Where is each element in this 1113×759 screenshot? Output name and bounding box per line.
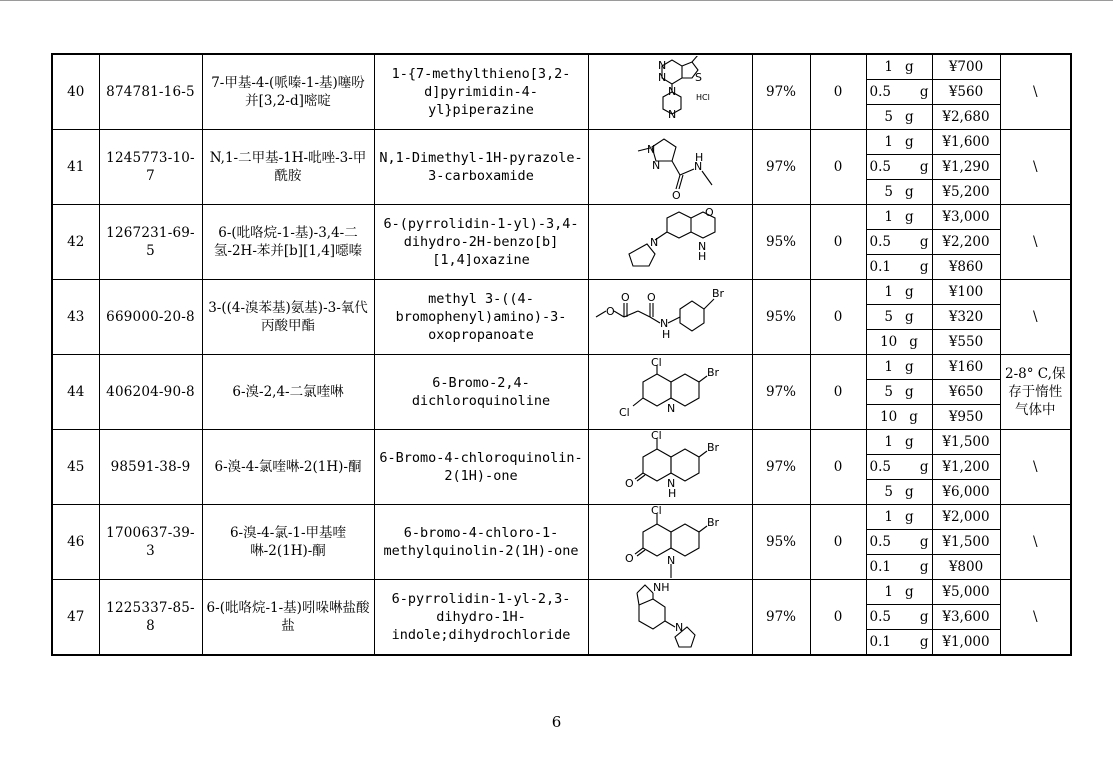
product-row (52, 430, 1071, 455)
hydrogen-label: H (668, 487, 677, 500)
purity: 95% (752, 205, 810, 280)
pack-size (866, 130, 932, 155)
pack-price: ¥2,000 (932, 505, 1000, 530)
pack-size (866, 380, 932, 405)
pack-size (866, 205, 932, 230)
pack-size (866, 280, 932, 305)
pack-price: ¥5,000 (932, 580, 1000, 605)
chinese-name: 7-甲基-4-(哌嗪-1-基)噻吩并[3,2-d]嘧啶 (202, 54, 374, 130)
thienopyrimidine-piperazine-structure (610, 56, 730, 128)
pack-unit: g (909, 409, 918, 425)
stock-quantity: 0 (810, 130, 866, 205)
pack-price: ¥800 (932, 555, 1000, 580)
bromine-label: Br (707, 516, 720, 529)
purity: 97% (752, 130, 810, 205)
pack-size (866, 305, 932, 330)
nitrogen-label: N (667, 477, 676, 490)
product-row (52, 355, 1071, 380)
pack-qty: 1 (884, 434, 893, 450)
quinolinone-structure (595, 431, 745, 503)
bromophenyl-malonamate-structure (592, 281, 752, 353)
chinese-name: 3-((4-溴苯基)氨基)-3-氧代丙酸甲酯 (202, 280, 374, 355)
pack-qty: 5 (884, 484, 893, 500)
pack-price: ¥6,000 (932, 480, 1000, 505)
stock-quantity: 0 (810, 505, 866, 580)
pack-unit: g (919, 84, 929, 100)
product-row (52, 54, 1071, 80)
row-number: 40 (52, 54, 99, 130)
pack-qty: 0.5 (869, 84, 891, 100)
pack-unit: g (904, 309, 914, 325)
english-name: 6-bromo-4-chloro-1-methylquinolin-2(1H)-one (374, 505, 588, 580)
pack-qty: 5 (884, 184, 893, 200)
pack-unit: g (909, 334, 918, 350)
hydrogen-label: H (698, 250, 707, 263)
pack-qty: 5 (884, 384, 893, 400)
nitrogen-label: N (694, 160, 703, 173)
pack-qty: 1 (884, 509, 893, 525)
cas-number: 1225337-85-8 (99, 580, 202, 656)
storage-note: \ (1000, 280, 1071, 355)
pack-unit: g (919, 459, 929, 475)
pack-qty: 0.1 (869, 634, 891, 650)
pack-price: ¥320 (932, 305, 1000, 330)
dichloroquinoline-structure (595, 356, 745, 428)
storage-note: \ (1000, 430, 1071, 505)
pack-size (866, 405, 932, 430)
pyrazole-carboxamide-structure (610, 131, 730, 203)
oxygen-label: O (672, 189, 681, 202)
pack-price: ¥860 (932, 255, 1000, 280)
pack-unit: g (919, 534, 929, 550)
oxygen-label: O (605, 305, 615, 318)
cas-number: 98591-38-9 (99, 430, 202, 505)
stock-quantity: 0 (810, 205, 866, 280)
row-number: 45 (52, 430, 99, 505)
nitrogen-label: N (652, 159, 661, 172)
pack-qty: 0.5 (869, 159, 891, 175)
storage-note: \ (1000, 505, 1071, 580)
pack-size (866, 505, 932, 530)
sulfur-label: S (695, 71, 702, 84)
pack-qty: 0.5 (869, 534, 891, 550)
cas-number: 1245773-10-7 (99, 130, 202, 205)
pack-unit: g (904, 184, 914, 200)
cas-number: 1267231-69-5 (99, 205, 202, 280)
pack-price: ¥3,000 (932, 205, 1000, 230)
storage-note: 2-8° C,保存于惰性气体中 (1000, 355, 1071, 430)
chinese-name: 6-溴-4-氯-1-甲基喹啉-2(1H)-酮 (202, 505, 374, 580)
pack-size (866, 455, 932, 480)
pack-price: ¥1,200 (932, 455, 1000, 480)
page-number: 6 (551, 713, 562, 731)
storage-note: \ (1000, 580, 1071, 656)
row-number: 42 (52, 205, 99, 280)
purity: 97% (752, 430, 810, 505)
pack-unit: g (904, 484, 914, 500)
storage-note: \ (1000, 205, 1071, 280)
pack-unit: g (904, 59, 914, 75)
pack-size (866, 54, 932, 80)
page-top-rule (0, 0, 1113, 1)
product-row (52, 580, 1071, 605)
chlorine-label: Cl (619, 406, 630, 419)
pack-size (866, 355, 932, 380)
purity: 97% (752, 580, 810, 656)
cas-number: 874781-16-5 (99, 54, 202, 130)
pack-qty: 0.1 (869, 559, 891, 575)
pack-unit: g (919, 559, 929, 575)
oxygen-label: O (646, 291, 656, 304)
pack-size (866, 530, 932, 555)
chlorine-label: Cl (651, 431, 662, 442)
pack-unit: g (904, 384, 914, 400)
nitrogen-label: N (658, 59, 667, 72)
product-row (52, 205, 1071, 230)
oxygen-label: O (705, 206, 714, 219)
pack-unit: g (904, 509, 914, 525)
pack-price: ¥2,200 (932, 230, 1000, 255)
purity: 97% (752, 355, 810, 430)
pack-unit: g (904, 109, 914, 125)
pack-size (866, 330, 932, 355)
pack-qty: 5 (884, 109, 893, 125)
pack-price: ¥3,600 (932, 605, 1000, 630)
chinese-name: 6-(吡咯烷-1-基)吲哚啉盐酸盐 (202, 580, 374, 656)
nitrogen-label: N (667, 402, 676, 415)
structure-cell (588, 130, 752, 205)
row-number: 44 (52, 355, 99, 430)
english-name: N,1-Dimethyl-1H-pyrazole-3-carboxamide (374, 130, 588, 205)
stock-quantity: 0 (810, 355, 866, 430)
oxygen-label: O (625, 477, 634, 490)
pack-unit: g (904, 584, 914, 600)
pack-unit: g (904, 434, 914, 450)
storage-note: \ (1000, 54, 1071, 130)
pack-size (866, 580, 932, 605)
pack-qty: 10 (880, 334, 898, 350)
bromine-label: Br (707, 441, 720, 454)
pack-size (866, 630, 932, 656)
cas-number: 669000-20-8 (99, 280, 202, 355)
pack-qty: 1 (884, 284, 893, 300)
pack-price: ¥100 (932, 280, 1000, 305)
pack-qty: 0.1 (869, 259, 891, 275)
pack-size (866, 480, 932, 505)
pack-size (866, 605, 932, 630)
chinese-name: 6-(吡咯烷-1-基)-3,4-二氢-2H-苯并[b][1,4]噁嗪 (202, 205, 374, 280)
nitrogen-label: N (647, 143, 656, 156)
pack-qty: 1 (884, 59, 893, 75)
purity: 97% (752, 54, 810, 130)
pack-unit: g (904, 359, 914, 375)
structure-cell (588, 280, 752, 355)
pack-price: ¥550 (932, 330, 1000, 355)
product-row (52, 280, 1071, 305)
pack-price: ¥1,290 (932, 155, 1000, 180)
hydrogen-label: H (661, 328, 670, 341)
pack-qty: 0.5 (869, 234, 891, 250)
pack-size (866, 555, 932, 580)
structure-cell (588, 54, 752, 130)
oxygen-label: O (625, 552, 634, 565)
bromine-label: Br (707, 366, 720, 379)
chinese-name: N,1-二甲基-1H-吡唑-3-甲酰胺 (202, 130, 374, 205)
pack-size (866, 230, 932, 255)
pack-size (866, 155, 932, 180)
pack-unit: g (919, 159, 929, 175)
chlorine-label: Cl (651, 356, 662, 369)
pack-unit: g (919, 634, 929, 650)
chinese-name: 6-溴-4-氯喹啉-2(1H)-酮 (202, 430, 374, 505)
pack-price: ¥650 (932, 380, 1000, 405)
pack-price: ¥5,200 (932, 180, 1000, 205)
purity: 95% (752, 280, 810, 355)
stock-quantity: 0 (810, 54, 866, 130)
nitrogen-label: N (659, 317, 668, 330)
pack-qty: 10 (880, 409, 898, 425)
nitrogen-label: NH (653, 581, 670, 594)
product-catalog-table (51, 53, 1072, 656)
chinese-name: 6-溴-2,4-二氯喹啉 (202, 355, 374, 430)
pack-size (866, 180, 932, 205)
pack-qty: 1 (884, 584, 893, 600)
pack-qty: 1 (884, 134, 893, 150)
product-row (52, 130, 1071, 155)
nitrogen-label: N (658, 71, 667, 84)
pack-price: ¥1,600 (932, 130, 1000, 155)
pack-qty: 1 (884, 209, 893, 225)
hydrogen-label: H (695, 151, 704, 164)
indoline-pyrrolidine-structure (595, 581, 745, 653)
pack-size (866, 255, 932, 280)
product-row (52, 505, 1071, 530)
english-name: methyl 3-((4-bromophenyl)amino)-3-oxopropanoate (374, 280, 588, 355)
pack-price: ¥950 (932, 405, 1000, 430)
stock-quantity: 0 (810, 280, 866, 355)
pack-qty: 0.5 (869, 459, 891, 475)
stock-quantity: 0 (810, 430, 866, 505)
pack-price: ¥1,500 (932, 430, 1000, 455)
nitrogen-label: N (668, 108, 677, 121)
english-name: 6-Bromo-4-chloroquinolin-2(1H)-one (374, 430, 588, 505)
structure-cell (588, 430, 752, 505)
cas-number: 1700637-39-3 (99, 505, 202, 580)
pack-unit: g (919, 259, 929, 275)
pack-qty: 5 (884, 309, 893, 325)
pack-unit: g (919, 609, 929, 625)
hcl-label: HCl (696, 93, 710, 102)
nitrogen-label: N (668, 85, 677, 98)
pack-unit: g (904, 134, 914, 150)
cas-number: 406204-90-8 (99, 355, 202, 430)
pack-unit: g (904, 209, 914, 225)
pack-price: ¥700 (932, 54, 1000, 80)
pack-price: ¥2,680 (932, 105, 1000, 130)
pack-price: ¥160 (932, 355, 1000, 380)
pack-qty: 0.5 (869, 609, 891, 625)
pack-qty: 1 (884, 359, 893, 375)
nitrogen-label: N (667, 554, 676, 567)
pack-price: ¥1,000 (932, 630, 1000, 656)
english-name: 6-(pyrrolidin-1-yl)-3,4-dihydro-2H-benzo[b][1,4]oxazine (374, 205, 588, 280)
chlorine-label: Cl (651, 506, 662, 517)
structure-cell (588, 355, 752, 430)
pack-price: ¥560 (932, 80, 1000, 105)
english-name: 6-pyrrolidin-1-yl-2,3-dihydro-1H-indole;dihydrochloride (374, 580, 588, 656)
pack-unit: g (919, 234, 929, 250)
pack-size (866, 430, 932, 455)
structure-cell (588, 205, 752, 280)
bromine-label: Br (711, 287, 724, 300)
nitrogen-label: N (650, 236, 659, 249)
row-number: 46 (52, 505, 99, 580)
structure-cell (588, 580, 752, 656)
storage-note: \ (1000, 130, 1071, 205)
pack-unit: g (904, 284, 914, 300)
english-name: 1-{7-methylthieno[3,2-d]pyrimidin-4-yl}piperazine (374, 54, 588, 130)
row-number: 47 (52, 580, 99, 656)
methylquinolinone-structure (595, 506, 745, 578)
stock-quantity: 0 (810, 580, 866, 656)
purity: 95% (752, 505, 810, 580)
row-number: 41 (52, 130, 99, 205)
structure-cell (588, 505, 752, 580)
english-name: 6-Bromo-2,4-dichloroquinoline (374, 355, 588, 430)
nitrogen-label: N (698, 240, 707, 253)
row-number: 43 (52, 280, 99, 355)
pack-price: ¥1,500 (932, 530, 1000, 555)
benzoxazine-pyrrolidine-structure (595, 206, 745, 278)
nitrogen-label: N (675, 621, 684, 634)
pack-size (866, 80, 932, 105)
pack-size (866, 105, 932, 130)
oxygen-label: O (620, 291, 630, 304)
